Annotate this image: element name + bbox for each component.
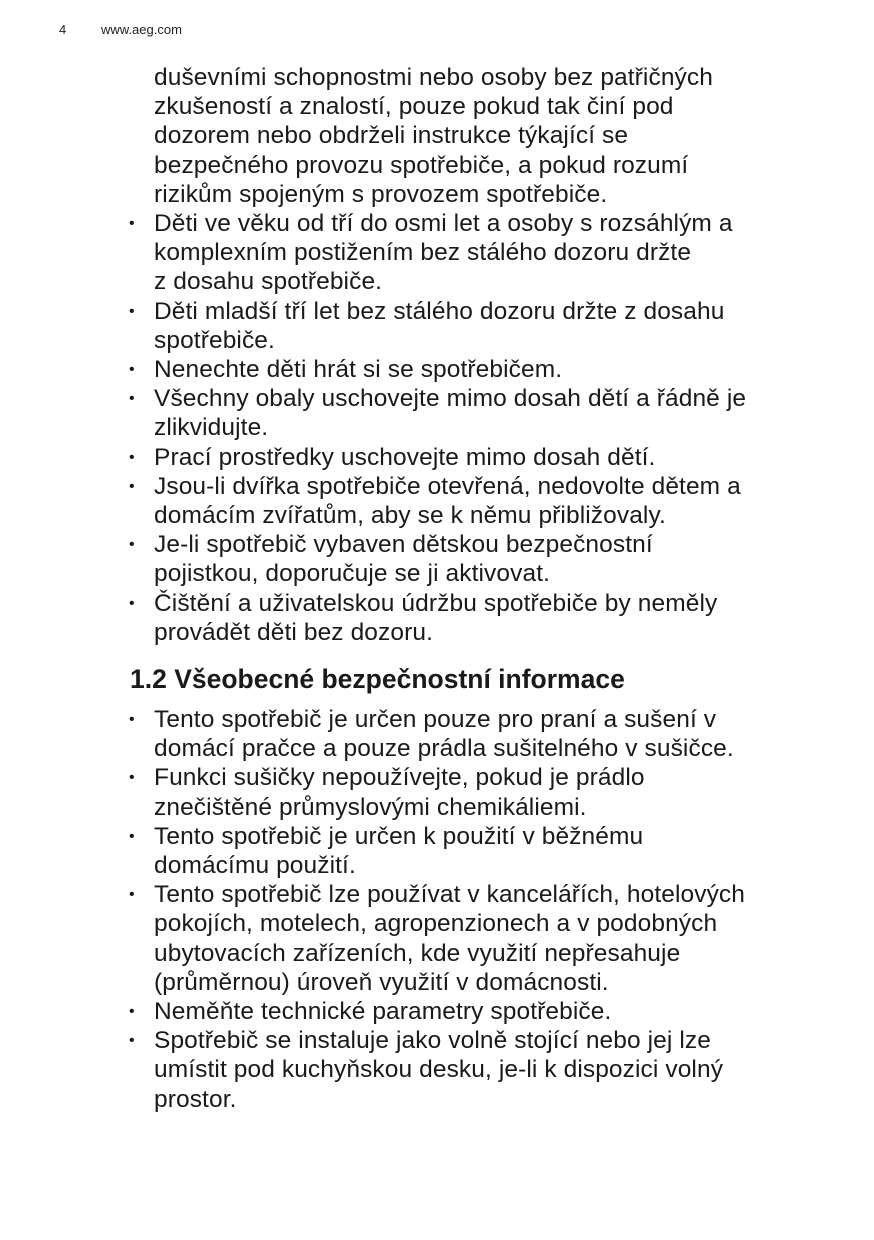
bullet-icon: • — [129, 769, 135, 787]
text-line: Funkci sušičky nepoužívejte, pokud je prádlo — [154, 764, 645, 792]
bullet-icon: • — [129, 302, 135, 320]
text-line: provádět děti bez dozoru. — [154, 618, 433, 646]
text-line: domácím zvířatům, aby se k němu přibližovaly. — [154, 502, 666, 529]
text-line: pokojích, motelech, agropenzionech a v podobných — [154, 910, 718, 938]
text-line: Tento spotřebič je určen k použití v běžnému — [154, 822, 644, 850]
text-line: duševními schopnostmi nebo osoby bez patřičných — [154, 64, 713, 91]
text-line: bezpečného provozu spotřebiče, a pokud rozumí — [154, 151, 689, 179]
bullet-icon: • — [129, 215, 135, 232]
text-line: Nenechte děti hrát si se spotřebičem. — [154, 356, 563, 383]
bullet-icon: • — [129, 361, 135, 378]
text-line: z dosahu spotřebiče. — [154, 268, 383, 296]
text-line: (průměrnou) úroveň využití v domácnosti. — [154, 968, 609, 996]
text-line: Prací prostředky uschovejte mimo dosah dětí. — [154, 443, 656, 471]
bullet-icon: • — [129, 448, 135, 466]
bullet-icon: • — [129, 827, 135, 845]
bullet-icon: • — [129, 477, 135, 495]
text-line: dozorem nebo obdrželi instrukce týkající se — [154, 122, 629, 150]
bullet-icon: • — [129, 886, 135, 904]
text-line: Děti mladší tří let bez stálého dozoru držte z dosahu — [154, 297, 725, 325]
text-line: Je-li spotřebič vybaven dětskou bezpečnostní — [154, 531, 653, 559]
text-line: domácímu použití. — [154, 852, 356, 879]
text-line: znečištěné průmyslovými chemikáliemi. — [154, 793, 587, 821]
bullet-icon: • — [129, 1032, 135, 1050]
text-line: Spotřebič se instaluje jako volně stojící nebo jej lze — [154, 1027, 711, 1055]
text-line: domácí pračce a pouze prádla sušitelného v sušičce. — [154, 735, 734, 763]
section-heading: 1.2 Všeobecné bezpečnostní informace — [130, 664, 625, 694]
header-url: www.aeg.com — [101, 22, 182, 37]
bullet-icon: • — [129, 594, 135, 612]
text-line: komplexním postižením bez stálého dozoru držte — [154, 239, 692, 267]
text-line: ubytovacích zařízeních, kde využití nepřesahuje — [154, 939, 681, 967]
text-line: pojistkou, doporučuje se ji aktivovat. — [154, 560, 551, 588]
text-line: prostor. — [154, 1085, 237, 1113]
bullet-icon: • — [129, 711, 135, 728]
text-line: Tento spotřebič je určen pouze pro praní a sušení v — [154, 706, 717, 733]
bullet-icon: • — [129, 1003, 135, 1020]
text-line: spotřebiče. — [154, 326, 275, 354]
text-line: Všechny obaly uschovejte mimo dosah dětí a řádně je — [154, 385, 747, 413]
text-line: Čištění a uživatelskou údržbu spotřebiče by neměly — [154, 589, 718, 617]
bullet-icon: • — [129, 390, 135, 408]
text-line: zlikvidujte. — [154, 414, 269, 442]
page-number: 4 — [59, 22, 67, 37]
text-line: umístit pod kuchyňskou desku, je-li k dispozici volný — [154, 1056, 724, 1084]
text-line: Jsou-li dvířka spotřebiče otevřená, nedovolte dětem a — [154, 472, 741, 500]
text-line: Děti ve věku od tří do osmi let a osoby s rozsáhlým a — [154, 210, 733, 237]
text-line: Neměňte technické parametry spotřebiče. — [154, 998, 612, 1025]
text-line: rizikům spojeným s provozem spotřebiče. — [154, 180, 608, 208]
text-line: zkušeností a znalostí, pouze pokud tak činí pod — [154, 93, 674, 121]
text-line: Tento spotřebič lze používat v kancelářích, hotelových — [154, 881, 745, 909]
bullet-icon: • — [129, 536, 135, 554]
